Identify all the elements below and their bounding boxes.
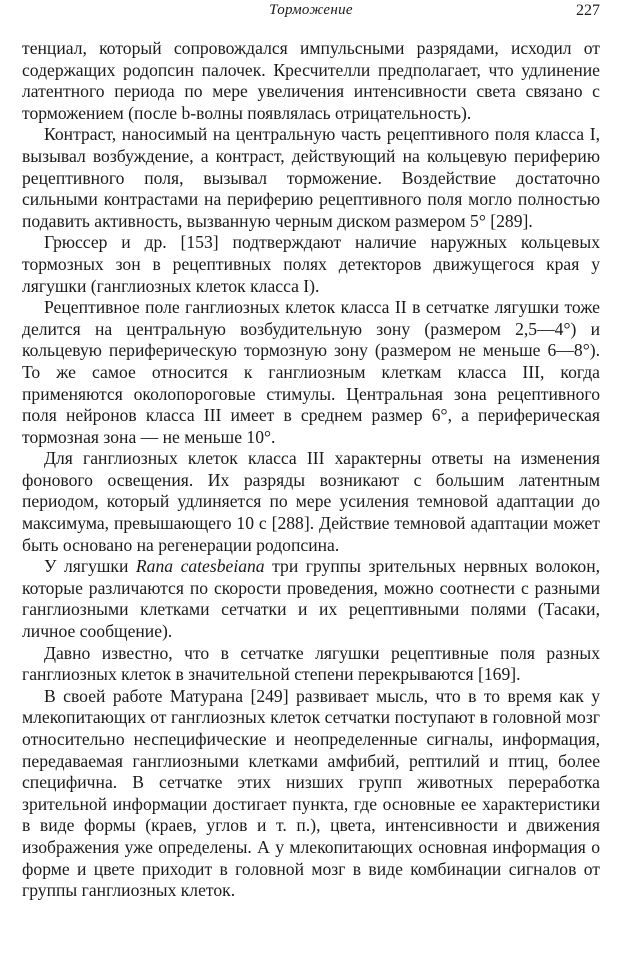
paragraph-continuation: тенциал, который сопровождался импульсными разрядами, исходил от содержащих родопсин палочек. Кресчителли предполагает, что удлинение латентного периода по мере увеличения интенсивности света связано с торможением (после b-волны появлялась отрицательность). [22, 38, 600, 123]
running-header [22, 0, 600, 24]
paragraph: В своей работе Матурана [249] развивает мысль, что в то время как у млекопитающих от ганглиозных клеток сетчатки поступают в головной мозг относительно неспецифические и неопределенные сигналы, информация, передаваемая ганглиозными клетками амфибий, рептилий и птиц, более специфична. В сетчатке этих низших групп животных переработка зрительной информации достигает пункта, где основные ее характеристики в виде формы (краев, углов и т. п.), цвета, интенсивности и движения изображения уже определены. А у млекопитающих основная информация о форме и цвете приходит в головной мозг в виде комбинации сигналов от группы ганглиозных клеток. [22, 685, 600, 901]
paragraph-text: три группы зрительных нервных волокон, которые различаются по скорости проведения, можно соотнести с разными ганглиозными клетками сетчатки и их рецептивными полями (Тасаки, личное сообщение). [22, 556, 601, 642]
paragraph-text: У лягушки [44, 556, 136, 577]
paragraph: Давно известно, что в сетчатке лягушки рецептивные поля разных ганглиозных клеток в значительной степени перекрываются [169]. [22, 642, 600, 685]
paragraph: Контраст, наносимый на центральную часть рецептивного поля класса I, вызывал возбуждение, а контраст, действующий на кольцевую периферию рецептивного поля, вызывал торможение. Воздействие достаточно сильными контрастами на периферию рецептивного поля могло полностью подавить активность, вызванную черным диском размером 5° [289]. [22, 124, 600, 231]
body-text [22, 38, 600, 902]
species-name: Rana catesbeiana [135, 556, 265, 577]
paragraph: Рецептивное поле ганглиозных клеток класса II в сетчатке лягушки тоже делится на центральную возбудительную зону (размером 2,5—4°) и кольцевую периферическую тормозную зону (размером не меньше 6—8°). То же самое относится к ганглиозным клеткам класса III, когда применяются околопороговые стимулы. Центральная зона рецептивного поля нейронов класса III имеет в среднем размер 6°, а периферическая тормозная зона — не меньше 10°. [22, 297, 600, 447]
paragraph: Для ганглиозных клеток класса III характерны ответы на изменения фонового освещения. Их разряды возникают с большим латентным периодом, который удлиняется по мере усиления темновой адаптации до максимума, превышающего 10 с [288]. Действие темновой адаптации может быть основано на регенерации родопсина. [22, 448, 600, 555]
page-number: 227 [576, 2, 600, 19]
paragraph: Грюссер и др. [153] подтверждают наличие наружных кольцевых тормозных зон в рецептивных полях детекторов движущегося края у лягушки (ганглиозных клеток класса I). [22, 232, 600, 296]
running-title: Торможение [269, 2, 353, 18]
paragraph [22, 556, 600, 642]
